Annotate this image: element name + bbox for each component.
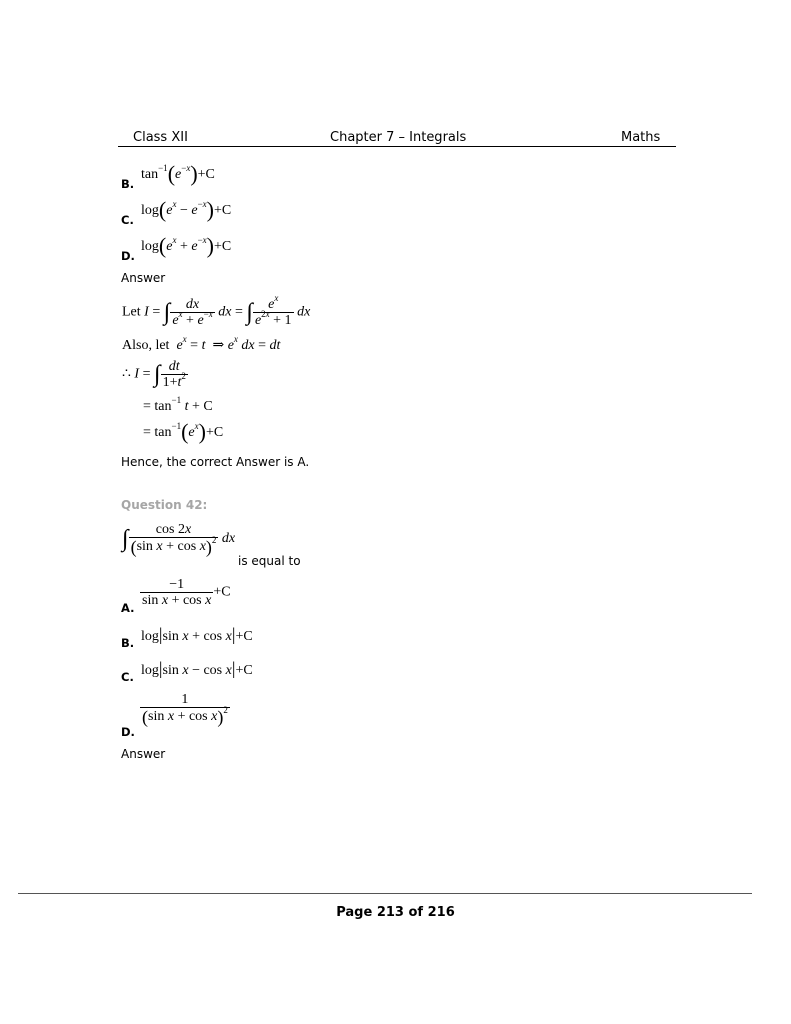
q42-option-a-label: A. bbox=[121, 601, 135, 615]
q42-option-b-formula: log|sin x + cos x|+C bbox=[141, 624, 253, 644]
prev-option-c-formula: $\log(e^x - e^{-x})+C$ bbox=[141, 197, 232, 222]
header-class: Class XII bbox=[133, 130, 188, 145]
prev-option-b-label: B. bbox=[121, 177, 135, 191]
solution-line-5: = $\tan^{-1}(e^x)+C$ bbox=[143, 419, 224, 444]
header-rule bbox=[118, 146, 676, 147]
question-42-title: Question 42: bbox=[121, 498, 208, 512]
q42-option-d-formula: $\frac{1}{(\sin x + \cos x)^2}$ bbox=[142, 692, 228, 727]
prev-answer-label: Answer bbox=[121, 271, 166, 285]
q42-option-c-formula: log|sin x − cos x|+C bbox=[141, 658, 253, 678]
solution-line-3: ∴ I = ∫ $\frac{dt}{1+t^2}$ bbox=[122, 359, 186, 390]
header-chapter: Chapter 7 – Integrals bbox=[330, 130, 467, 145]
q42-answer-label: Answer bbox=[121, 747, 166, 761]
q42-option-c-label: C. bbox=[121, 670, 134, 684]
header-subject: Maths bbox=[621, 130, 661, 145]
question-42-formula: ∫ $\frac{\cos 2x}{(\sin x + \cos x)^2}$ dx bbox=[122, 522, 236, 557]
solution-line-2: Also, let $e^x = t$ ⇒ $e^x$ dx = dt bbox=[122, 334, 281, 353]
q42-option-a-formula: $\frac{-1}{\text{sin x + cos x}}$ +C bbox=[142, 577, 231, 608]
footer-rule bbox=[18, 893, 752, 894]
solution-line-2-text: Also, let bbox=[122, 338, 170, 353]
solution-conclusion: Hence, the correct Answer is A. bbox=[121, 455, 310, 469]
prev-option-b-formula: $\tan^{-1}(e^{-x})+C$ bbox=[141, 161, 215, 186]
solution-line-4: = $\tan^{-1} t + C$ bbox=[143, 395, 213, 414]
solution-line-1: Let I = ∫ $\frac{dx}{e^x + e^{-x}}$ dx = ∫ $\frac{e^x}{e^{2x} + 1}$ dx bbox=[122, 293, 311, 328]
page-number: Page 213 of 216 bbox=[336, 905, 455, 920]
question-42-suffix: is equal to bbox=[238, 554, 301, 568]
q42-option-b-label: B. bbox=[121, 636, 135, 650]
prev-option-d-label: D. bbox=[121, 249, 135, 263]
q42-option-d-label: D. bbox=[121, 725, 135, 739]
prev-option-c-label: C. bbox=[121, 213, 134, 227]
prev-option-d-formula: $\log(e^x + e^{-x})+C$ bbox=[141, 233, 232, 258]
